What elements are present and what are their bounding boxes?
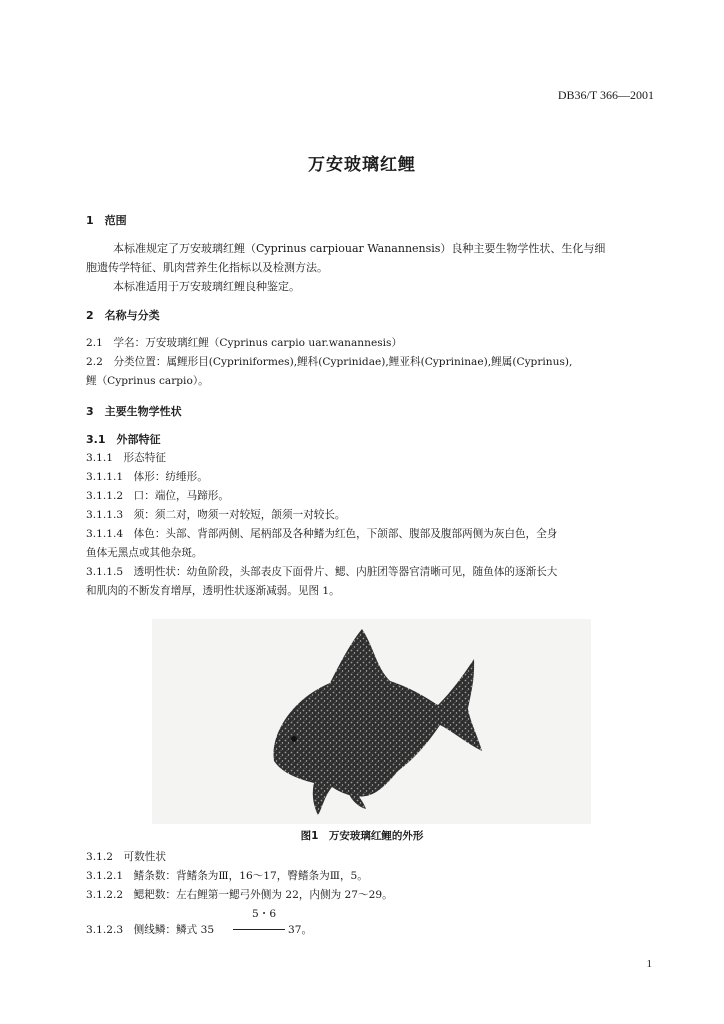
section-1-paragraph-1-line-2: 胞遗传学特征、肌肉营养生化指标以及检测方法。: [86, 261, 328, 274]
clause-3-1-2: 3.1.2 可数性状: [86, 851, 166, 863]
fish-eye: [291, 736, 297, 742]
section-1-paragraph-2: 本标准适用于万安玻璃红鲤良种鉴定。: [113, 280, 300, 293]
standard-code: DB36/T 366—2001: [557, 88, 654, 102]
section-1-paragraph-1-line-1: 本标准规定了万安玻璃红鲤（Cyprinus carpiouar Wanannensis）良种主要生物学性状、生化与细: [113, 242, 606, 255]
clause-3-1-1-5-line-1: 3.1.1.5 透明性状：幼鱼阶段，头部表皮下面骨片、鳃、内脏团等器官清晰可见，随鱼体的逐渐长大: [86, 566, 558, 578]
section-3-heading: 3 主要生物学性状: [86, 405, 182, 418]
clause-2-2-line-2: 鲤（Cyprinus carpio）。: [86, 375, 209, 387]
clause-3-1-1-4-line-1: 3.1.1.4 体色：头部、背部两侧、尾柄部及各种鳍为红色，下颌部、腹部及腹部两侧为灰白色，全身: [86, 528, 558, 540]
figure-caption: 图1 万安玻璃红鲤的外形: [300, 830, 424, 842]
clause-3-1-1-3: 3.1.1.3 须：须二对，吻须一对较短，颌须一对较长。: [86, 509, 346, 521]
section-2-heading: 2 名称与分类: [86, 309, 160, 322]
fish-illustration: [152, 619, 591, 824]
clause-3-1: 3.1 外部特征: [86, 433, 161, 446]
scale-formula-suffix: 37。: [288, 924, 313, 936]
scale-formula-bar: [233, 929, 285, 930]
document-title: 万安玻璃红鲤: [308, 155, 416, 175]
clause-3-1-2-3: 3.1.2.3 侧线鳞：鳞式 35: [86, 924, 215, 936]
page-number: 1: [646, 958, 652, 970]
scale-formula-numerator: 5・6: [252, 908, 277, 920]
clause-2-1: 2.1 学名：万安玻璃红鲤（Cyprinus carpio uar.wanannesis）: [86, 337, 403, 349]
clause-3-1-2-2: 3.1.2.2 鳃耙数：左右鲤第一鳃弓外侧为 22，内侧为 27～29。: [86, 889, 393, 901]
fish-figure: [152, 619, 591, 824]
clause-3-1-1-2: 3.1.1.2 口：端位，马蹄形。: [86, 490, 229, 502]
clause-2-2-line-1: 2.2 分类位置：属鲤形目(Cypriniformes),鲤科(Cyprinidae),鲤亚科(Cyprininae),鲤属(Cyprinus),: [86, 356, 573, 368]
section-1-heading: 1 范围: [86, 214, 127, 227]
clause-3-1-2-1: 3.1.2.1 鳍条数：背鳍条为Ⅲ，16～17，臀鳍条为Ⅲ，5。: [86, 870, 368, 882]
clause-3-1-1-1: 3.1.1.1 体形：纺缍形。: [86, 471, 208, 483]
clause-3-1-1: 3.1.1 形态特征: [86, 452, 166, 464]
clause-3-1-1-4-line-2: 鱼体无黑点或其他杂斑。: [86, 547, 203, 559]
clause-3-1-1-5-line-2: 和肌肉的不断发育增厚，透明性状逐渐减弱。见图 1。: [86, 585, 340, 597]
